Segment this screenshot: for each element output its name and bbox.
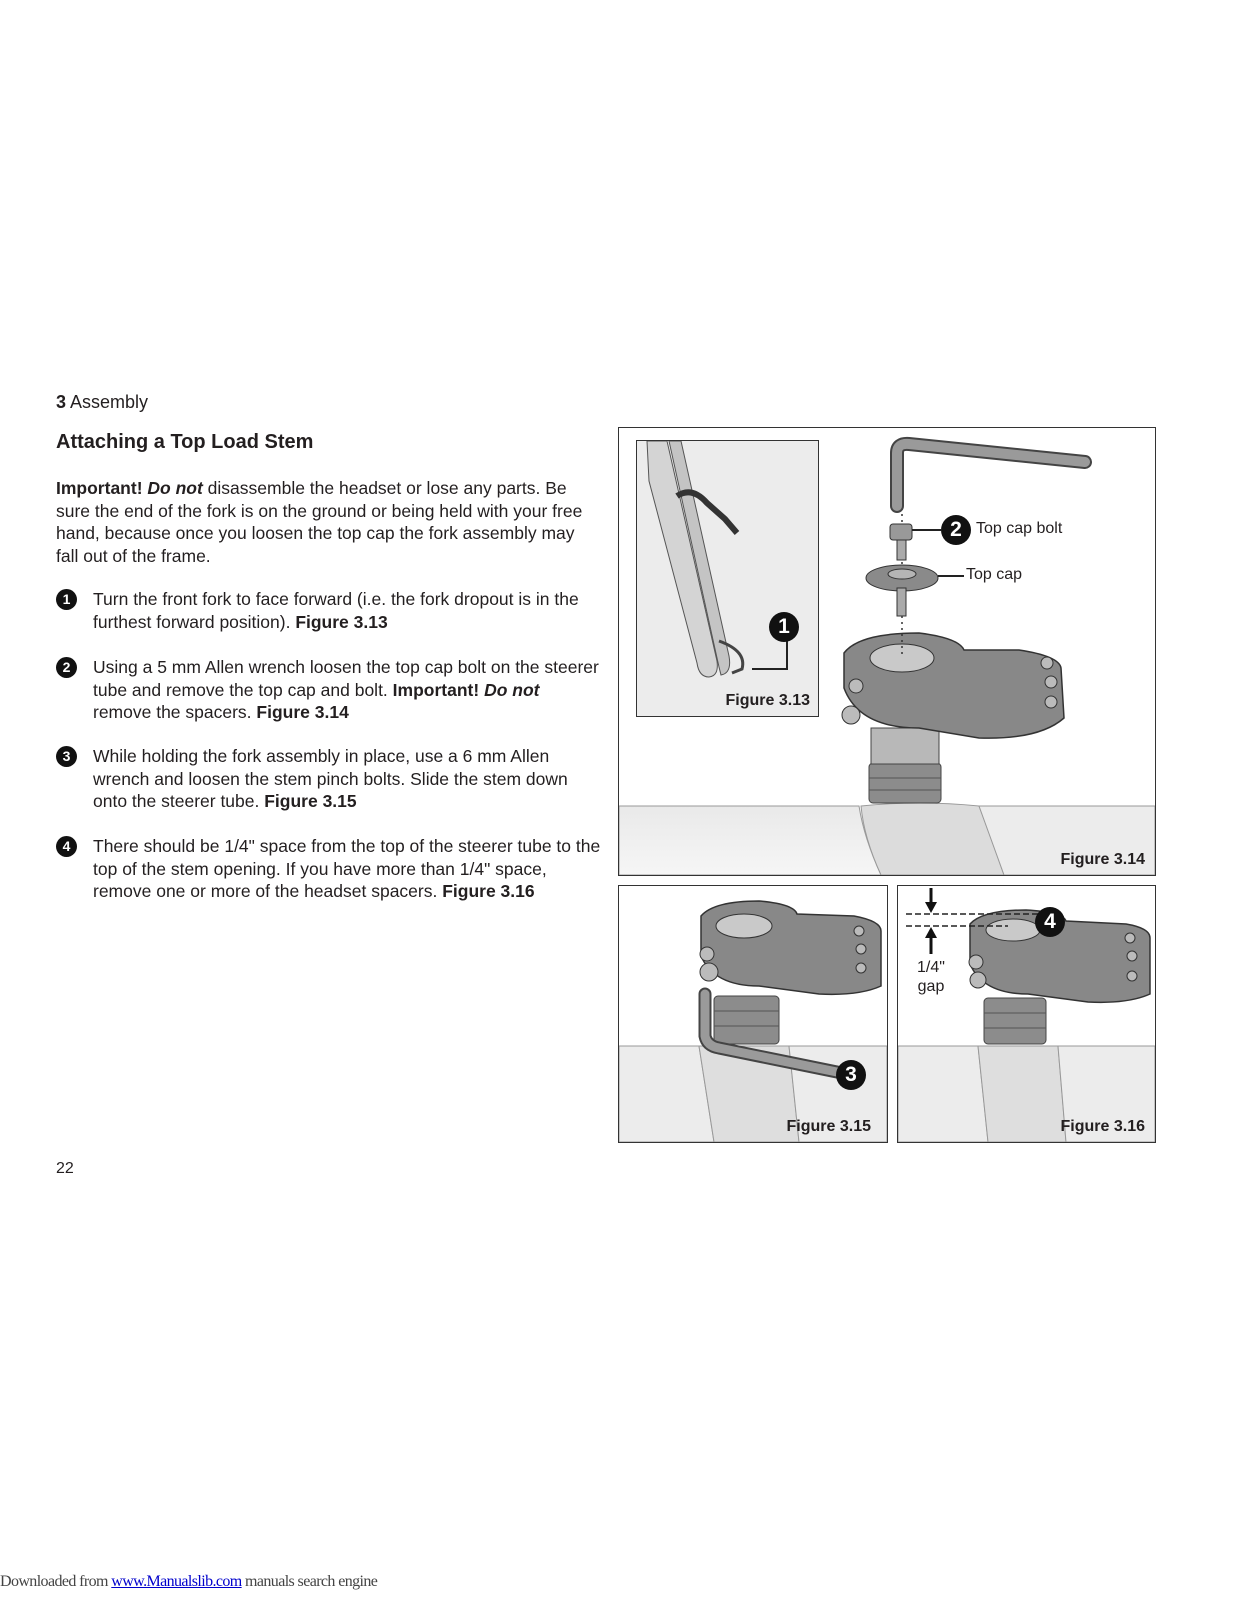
callout-3: 3 <box>836 1060 866 1090</box>
important-label: Important! <box>56 478 143 498</box>
do-not-label: Do not <box>147 478 203 498</box>
figure-3-14-label: Figure 3.14 <box>1060 851 1145 868</box>
do-not-label: Do not <box>484 679 540 700</box>
step-text: There should be 1/4" space from the top of the steerer tube to the top of the stem opening. If you have more than 1/4" space, remove one or more of the headset spacers. <box>93 836 601 901</box>
figure-3-13-panel <box>636 440 819 717</box>
figure-3-15-label: Figure 3.15 <box>786 1118 871 1135</box>
step-3 <box>56 745 601 813</box>
top-cap-bolt <box>890 524 912 540</box>
step-2 <box>56 656 601 724</box>
step-4 <box>56 835 601 903</box>
callout-4: 4 <box>1035 907 1065 937</box>
section-title: Attaching a Top Load Stem <box>56 431 314 453</box>
figure-ref: Figure 3.14 <box>256 702 349 722</box>
step-number: 2 <box>56 657 77 678</box>
figure-3-13-label: Figure 3.13 <box>725 692 810 709</box>
footer <box>0 1573 377 1591</box>
gap-label-line1: 1/4" <box>917 959 945 976</box>
steerer-tube <box>871 728 939 764</box>
intro-text: disassemble the headset or lose any parts. Be sure the end of the fork is on the ground or being held with your free hand, because once you loosen the top cap the fork assembly may fall out of the frame. <box>56 478 583 566</box>
step-number: 3 <box>56 746 77 767</box>
footer-prefix: Downloaded from <box>0 1573 112 1590</box>
gap-label-line2: gap <box>917 978 945 995</box>
pinch-bolt-illustration <box>619 886 887 1142</box>
footer-suffix: manuals search engine <box>241 1573 378 1590</box>
head-tube <box>978 1046 1066 1142</box>
callout-1: 1 <box>769 612 799 642</box>
step-number: 4 <box>56 836 77 857</box>
figure-ref: Figure 3.15 <box>264 791 357 811</box>
step-number: 1 <box>56 589 77 610</box>
figure-3-16-panel <box>897 885 1156 1143</box>
frame-tube <box>898 1046 988 1142</box>
stem-opening <box>986 919 1040 941</box>
headset-spacers <box>714 996 779 1044</box>
step-1 <box>56 588 601 633</box>
top-cap-label: Top cap <box>966 566 1023 583</box>
step-text: Using a 5 mm Allen wrench loosen the top cap bolt on the steerer tube and remove the top cap and bolt. <box>93 657 599 700</box>
fork-illustration <box>637 441 818 716</box>
gap-label <box>916 958 946 996</box>
headset-spacers <box>984 998 1046 1044</box>
figure-3-16-label: Figure 3.16 <box>1060 1118 1145 1135</box>
chapter-number: 3 <box>56 392 67 412</box>
stem-opening <box>716 914 772 938</box>
important-label: Important! <box>392 679 480 700</box>
intro-paragraph <box>56 477 596 567</box>
figure-ref: Figure 3.13 <box>295 611 388 632</box>
step-text: Turn the front fork to face forward (i.e. the fork dropout is in the furthest forward position). <box>93 589 579 632</box>
top-cap-bolt-label: Top cap bolt <box>976 520 1063 537</box>
chapter-header <box>56 392 148 413</box>
step-text: While holding the fork assembly in place, use a 6 mm Allen wrench and loosen the stem pinch bolts. Slide the stem down onto the steerer tube. <box>93 746 568 811</box>
frame-tube <box>619 806 881 875</box>
frame-tube <box>619 1046 714 1142</box>
stem-body <box>701 901 881 994</box>
page-number: 22 <box>56 1160 74 1177</box>
headset-spacers <box>869 763 941 803</box>
step-text-after: remove the spacers. <box>93 702 257 722</box>
manualslib-link[interactable]: www.Manualslib.com <box>111 1573 242 1590</box>
callout-2: 2 <box>941 515 971 545</box>
gap-illustration <box>898 886 1155 1142</box>
figure-ref: Figure 3.16 <box>442 881 535 901</box>
chapter-name: Assembly <box>70 392 149 412</box>
figure-3-15-panel <box>618 885 888 1143</box>
